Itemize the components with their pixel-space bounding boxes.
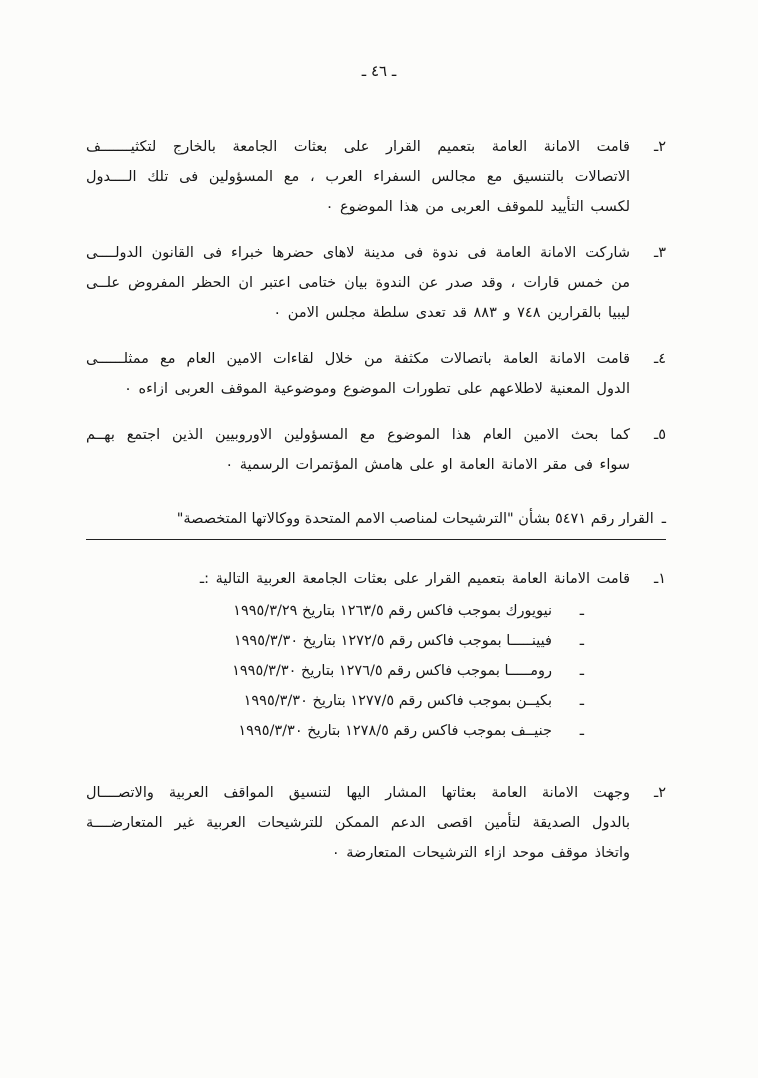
paragraph-line: ليبيا بالقرارين ٧٤٨ و ٨٨٣ قد تعدى سلطة مجلس الامن ٠ bbox=[273, 305, 630, 321]
paragraph-item-4 bbox=[86, 344, 666, 404]
fax-entry: رومـــــا بموجب فاكس رقم ١٢٧٦/٥ بتاريخ ١٩٩٥/٣/٣٠ bbox=[232, 663, 552, 679]
fax-entry: فيينـــــا بموجب فاكس رقم ١٢٧٢/٥ بتاريخ ١٩٩٥/٣/٣٠ bbox=[233, 633, 552, 649]
paragraph-lines bbox=[86, 564, 630, 762]
list-dash: ـ bbox=[579, 663, 584, 679]
item-number: ٣ـ bbox=[653, 245, 666, 261]
heading-text: القرار رقم ٥٤٧١ بشأن "الترشيحات لمناصب الامم المتحدة ووكالاتها المتخصصة" bbox=[176, 511, 654, 527]
paragraph-item-b1 bbox=[86, 564, 666, 762]
paragraph-line: واتخاذ موقف موحد ازاء الترشيحات المتعارضة ٠ bbox=[331, 845, 630, 861]
paragraph-line: كما بحث الامين العام هذا الموضوع مع المسؤولين الاوروبيين الذين اجتمع بهــم bbox=[86, 427, 630, 443]
paragraph-line: سواء فى مقر الامانة العامة او على هامش المؤتمرات الرسمية ٠ bbox=[225, 457, 630, 473]
paragraph-line: قامت الامانة العامة باتصالات مكثفة من خلال لقاءات الامين العام مع ممثلــــــى bbox=[86, 351, 630, 367]
paragraph-line: وجهت الامانة العامة بعثاتها المشار اليها لتنسيق المواقف العربية والاتصــــال bbox=[86, 785, 630, 801]
list-dash: ـ bbox=[579, 723, 584, 739]
list-dash: ـ bbox=[579, 603, 584, 619]
document-body bbox=[86, 132, 666, 884]
item-number: ١ـ bbox=[653, 571, 666, 587]
fax-row-geneva bbox=[86, 716, 584, 746]
resolution-heading bbox=[86, 506, 666, 540]
paragraph-lines bbox=[86, 238, 630, 328]
fax-list bbox=[86, 594, 630, 746]
fax-row-vienna bbox=[86, 626, 584, 656]
fax-entry: بكيــن بموجب فاكس رقم ١٢٧٧/٥ بتاريخ ١٩٩٥/٣/٣٠ bbox=[243, 693, 552, 709]
paragraph-line: لكسب التأييد للموقف العربى من هذا الموضوع ٠ bbox=[325, 199, 630, 215]
item-number: ٤ـ bbox=[653, 351, 666, 367]
fax-entry: نيويورك بموجب فاكس رقم ١٢٦٣/٥ بتاريخ ١٩٩٥/٣/٢٩ bbox=[233, 603, 552, 619]
paragraph-line: بالدول الصديقة لتأمين اقصى الدعم الممكن للترشيحات العربية غير المتعارضــــة bbox=[86, 815, 630, 831]
page-number: ـ ٤٦ ـ bbox=[361, 62, 397, 80]
paragraph-line: من خمس قارات ، وقد صدر عن الندوة بيان ختامى اعتبر ان الحظر المفروض علــى bbox=[86, 275, 630, 291]
paragraph-item-3 bbox=[86, 238, 666, 328]
paragraph-line: الدول المعنية لاطلاعهم على تطورات الموضوع وموضوعية الموقف العربى ازاءه ٠ bbox=[124, 381, 630, 397]
paragraph-line: الاتصالات بالتنسيق مع مجالس السفراء العرب ، مع المسؤولين فى تلك الــــدول bbox=[86, 169, 630, 185]
paragraph-lines bbox=[86, 132, 630, 222]
paragraph-lines bbox=[86, 344, 630, 404]
fax-row-beijing bbox=[86, 686, 584, 716]
paragraph-line: قامت الامانة العامة بتعميم القرار على بعثات الجامعة بالخارج لتكثيـــــــف bbox=[86, 139, 630, 155]
paragraph-item-5 bbox=[86, 420, 666, 480]
heading-dash: ـ bbox=[661, 511, 666, 527]
paragraph-item-2 bbox=[86, 132, 666, 222]
fax-row-newyork bbox=[86, 596, 584, 626]
item-number: ٢ـ bbox=[653, 139, 666, 155]
paragraph-line: قامت الامانة العامة بتعميم القرار على بعثات الجامعة العربية التالية :ـ bbox=[199, 571, 630, 587]
fax-entry: جنيــف بموجب فاكس رقم ١٢٧٨/٥ بتاريخ ١٩٩٥/٣/٣٠ bbox=[238, 723, 552, 739]
paragraph-item-b2 bbox=[86, 778, 666, 868]
list-dash: ـ bbox=[579, 633, 584, 649]
item-number: ٥ـ bbox=[653, 427, 666, 443]
paragraph-lines bbox=[86, 420, 630, 480]
item-number: ٢ـ bbox=[653, 785, 666, 801]
paragraph-lines bbox=[86, 778, 630, 868]
list-dash: ـ bbox=[579, 693, 584, 709]
fax-row-rome bbox=[86, 656, 584, 686]
paragraph-line: شاركت الامانة العامة فى ندوة فى مدينة لاهاى حضرها خبراء فى القانون الدولــــى bbox=[86, 245, 630, 261]
